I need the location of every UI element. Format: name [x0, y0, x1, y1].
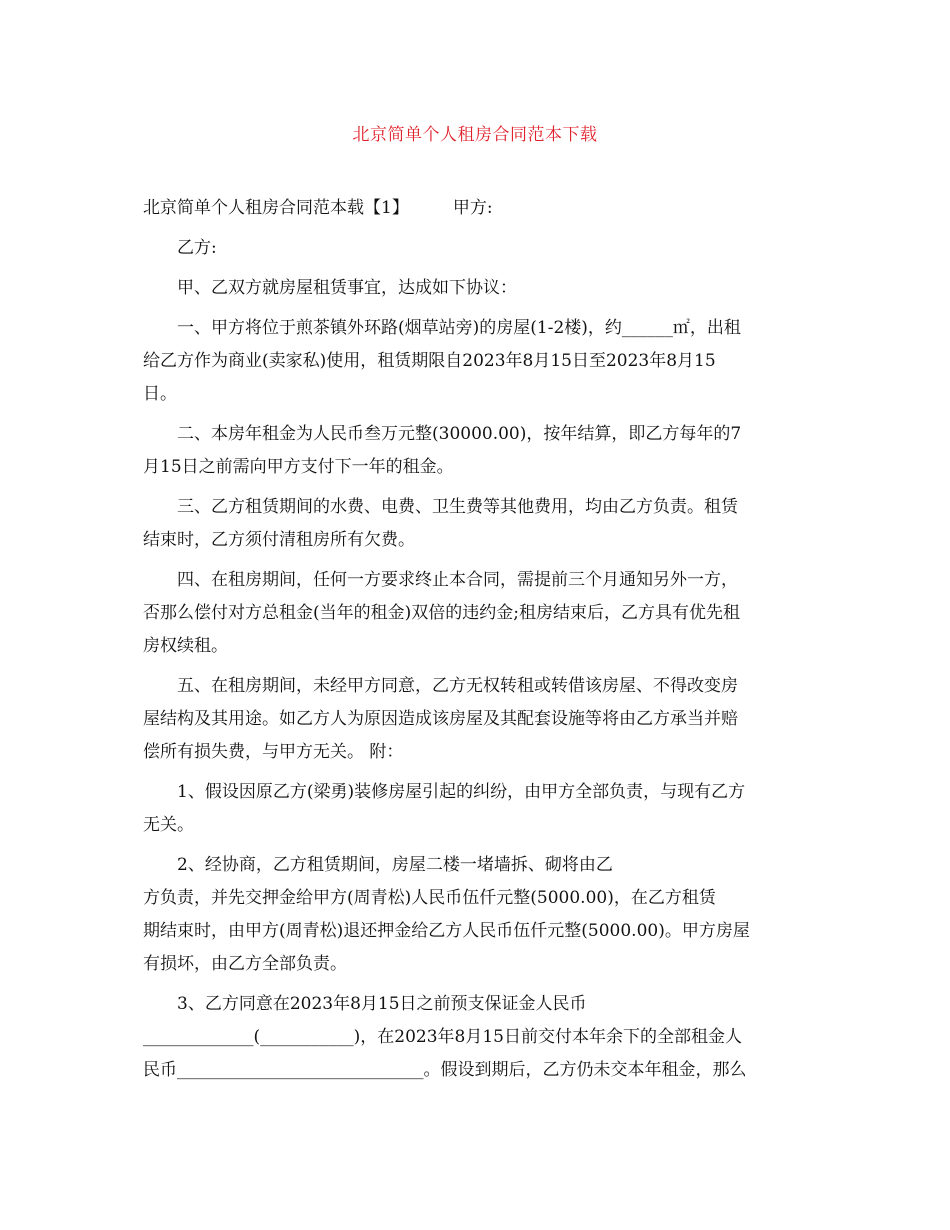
document-title: 北京简单个人租房合同范本下载: [352, 125, 598, 145]
clause-4-line: 房权续租。: [143, 636, 228, 656]
clause-4-line: 否那么偿付对方总租金(当年的租金)双倍的违约金;租房结束后，乙方具有优先租: [143, 603, 740, 623]
appendix-1-line: 无关。: [143, 815, 194, 835]
clause-1-line: 给乙方作为商业(卖家私)使用，租赁期限自2023年8月15日至2023年8月15: [143, 351, 716, 371]
agreement-intro: 甲、乙双方就房屋租赁事宜，达成如下协议：: [177, 278, 517, 298]
clause-5-line: 五、在租房期间，未经甲方同意，乙方无权转租或转借该房屋、不得改变房: [177, 676, 738, 696]
appendix-2-line: 期结束时，由甲方(周青松)退还押金给乙方人民币伍仟元整(5000.00)。甲方房屋: [143, 921, 750, 941]
party-b-label: 乙方:: [177, 238, 217, 258]
appendix-2-line: 2、经协商，乙方租赁期间，房屋二楼一堵墙拆、砌将由乙: [177, 855, 613, 875]
appendix-2-line: 有损坏，由乙方全部负责。: [143, 954, 347, 974]
clause-1-line: 日。: [143, 384, 177, 404]
intro-heading: 北京简单个人租房合同范本载【1】: [143, 198, 409, 218]
clause-3-line: 结束时，乙方须付清租房所有欠费。: [143, 530, 415, 550]
clause-1-line: 一、甲方将位于煎茶镇外环路(烟草站旁)的房屋(1-2楼)，约______㎡，出租: [177, 318, 741, 338]
clause-4-line: 四、在租房期间，任何一方要求终止本合同，需提前三个月通知另外一方，: [177, 570, 738, 590]
appendix-1-line: 1、假设因原乙方(梁勇)装修房屋引起的纠纷，由甲方全部负责，与现有乙方: [177, 782, 746, 802]
clause-2-line: 月15日之前需向甲方支付下一年的租金。: [143, 457, 454, 477]
appendix-3-line: 3、乙方同意在2023年8月15日之前预支保证金人民币: [177, 994, 587, 1014]
appendix-2-line: 方负责，并先交押金给甲方(周青松)人民币伍仟元整(5000.00)，在乙方租赁: [143, 888, 716, 908]
clause-2-line: 二、本房年租金为人民币叁万元整(30000.00)，按年结算，即乙方每年的7: [177, 424, 742, 444]
clause-5-line: 屋结构及其用途。如乙方人为原因造成该房屋及其配套设施等将由乙方承当并赔: [143, 709, 738, 729]
document-body: [143, 192, 809, 1087]
party-a-label: 甲方:: [452, 198, 493, 218]
intro-line: [143, 192, 809, 225]
appendix-3-line: _____________(___________)，在2023年8月15日前交付本年余下的全部租金人: [143, 1027, 742, 1047]
appendix-3-line: 民币_____________________________。假设到期后，乙方仍未交本年租金，那么: [143, 1060, 747, 1080]
clause-3-line: 三、乙方租赁期间的水费、电费、卫生费等其他费用，均由乙方负责。租赁: [177, 497, 738, 517]
clause-5-line: 偿所有损失费，与甲方无关。 附：: [143, 742, 404, 762]
